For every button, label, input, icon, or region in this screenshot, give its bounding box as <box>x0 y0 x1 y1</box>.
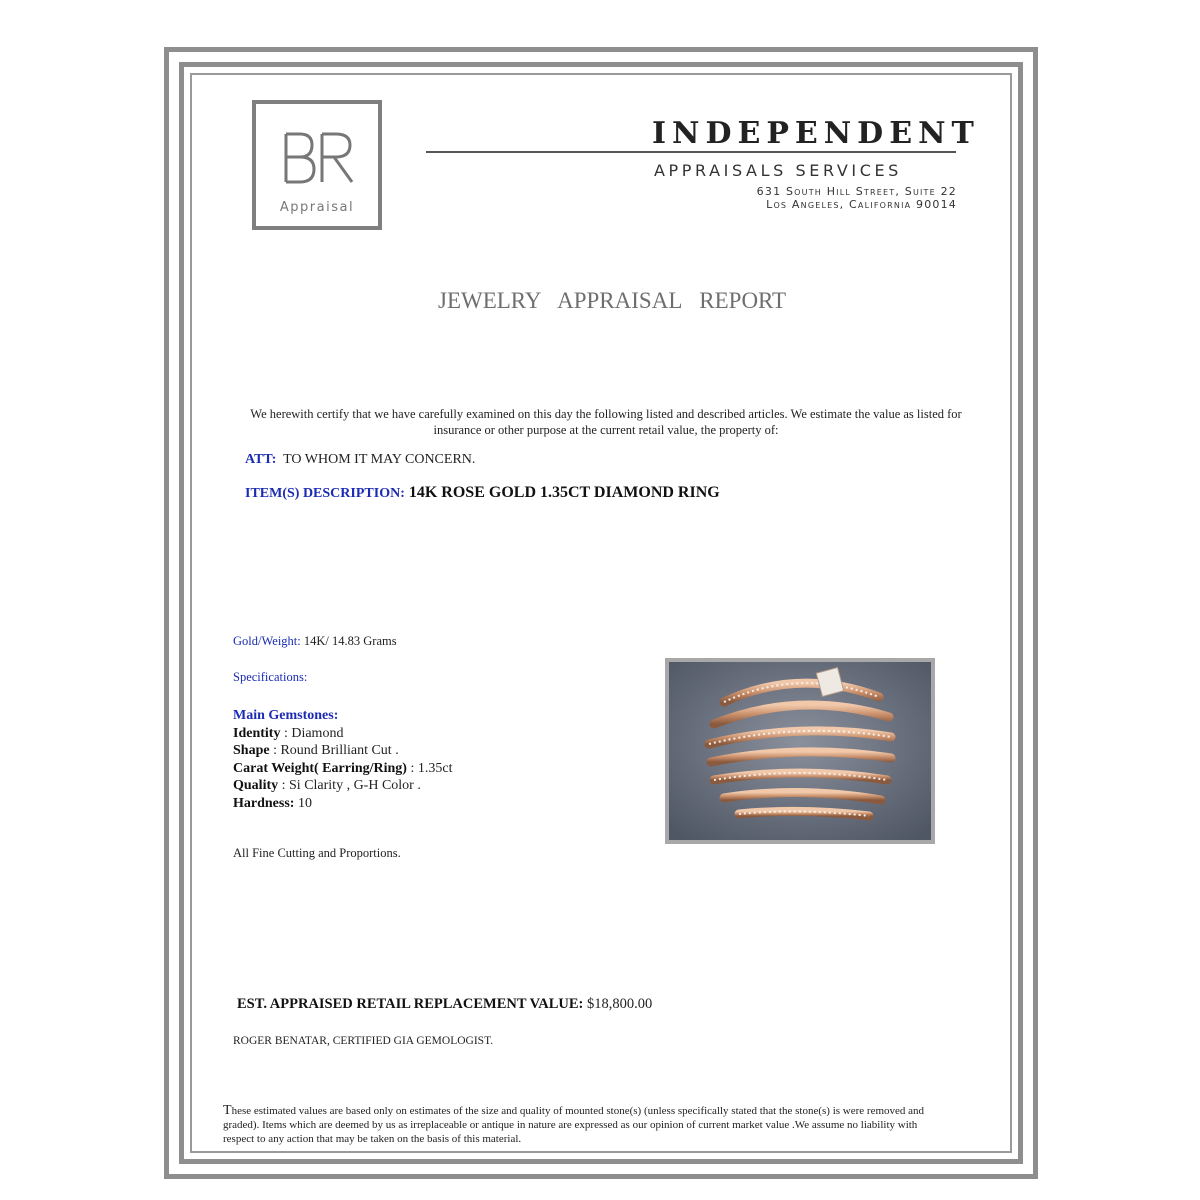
shape-value: : Round Brilliant Cut . <box>269 743 399 758</box>
carat-label: Carat Weight( Earring/Ring) <box>233 760 407 776</box>
att-value: TO WHOM IT MAY CONCERN. <box>283 452 476 467</box>
header-divider <box>426 151 956 153</box>
shape-line <box>233 742 452 760</box>
company-name: INDEPENDENT <box>652 116 980 151</box>
quality-value: : Si Clarity , G-H Color . <box>278 778 421 793</box>
appraised-value-line <box>237 996 652 1013</box>
item-description <box>245 484 720 502</box>
br-monogram-icon <box>278 132 358 184</box>
ring-photo <box>665 658 935 844</box>
gold-weight-line <box>233 634 397 649</box>
company-address-line2: Los Angeles, California 90014 <box>766 198 957 211</box>
appraised-value-label: EST. APPRAISED RETAIL REPLACEMENT VALUE: <box>237 996 584 1012</box>
item-description-label: ITEM(S) DESCRIPTION: <box>245 486 405 501</box>
main-gemstones-block <box>233 707 452 812</box>
disclaimer-first-letter: T <box>223 1103 232 1118</box>
company-subtitle: APPRAISALS SERVICES <box>654 161 902 180</box>
identity-line <box>233 725 452 743</box>
inner-border-thin <box>190 73 1012 1153</box>
hardness-label: Hardness: <box>233 795 295 811</box>
carat-value: : 1.35ct <box>406 760 453 776</box>
specifications-label: Specifications: <box>233 670 308 684</box>
item-description-value: 14K ROSE GOLD 1.35CT DIAMOND RING <box>408 484 720 501</box>
main-gemstones-label: Main Gemstones: <box>233 708 339 723</box>
carat-line <box>233 760 452 778</box>
att-line <box>245 452 475 468</box>
hardness-value: 10 <box>294 795 312 811</box>
quality-label: Quality <box>233 778 279 793</box>
ring-image-icon <box>669 662 931 840</box>
company-address-line1: 631 South Hill Street, Suite 22 <box>756 185 957 198</box>
gold-weight-label: Gold/Weight: <box>233 634 301 648</box>
disclaimer-text <box>223 1104 943 1146</box>
gold-weight-value: 14K/ 14.83 Grams <box>303 634 397 648</box>
gemologist-signature: ROGER BENATAR, CERTIFIED GIA GEMOLOGIST. <box>233 1035 494 1047</box>
logo-label: Appraisal <box>279 200 355 215</box>
att-label: ATT: <box>245 452 277 467</box>
quality-line <box>233 777 452 795</box>
disclaimer-body: hese estimated values are based only on estimates of the size and quality of mounted stone(s) (unless specifically stated that the stone(s) is were removed and graded). Items which are deemed by us as irreplaceable or antique in nature are expressed as our opinion of current market value .We assume no liability with respect to any action that may be taken on the basis of this material. <box>223 1105 925 1145</box>
hardness-line <box>233 795 452 813</box>
fine-cutting-text: All Fine Cutting and Proportions. <box>233 846 401 860</box>
appraised-value-amount: $18,800.00 <box>586 996 653 1012</box>
identity-label: Identity <box>233 725 281 741</box>
appraisal-logo <box>252 100 382 230</box>
certification-text: We herewith certify that we have carefully examined on this day the following listed and described articles. We estimate the value as listed for insurance or other purpose at the current retail value, the property of: <box>250 407 962 437</box>
identity-value: : Diamond <box>280 725 344 741</box>
report-title: JEWELRY APPRAISAL REPORT <box>438 288 787 313</box>
shape-label: Shape <box>233 743 270 758</box>
